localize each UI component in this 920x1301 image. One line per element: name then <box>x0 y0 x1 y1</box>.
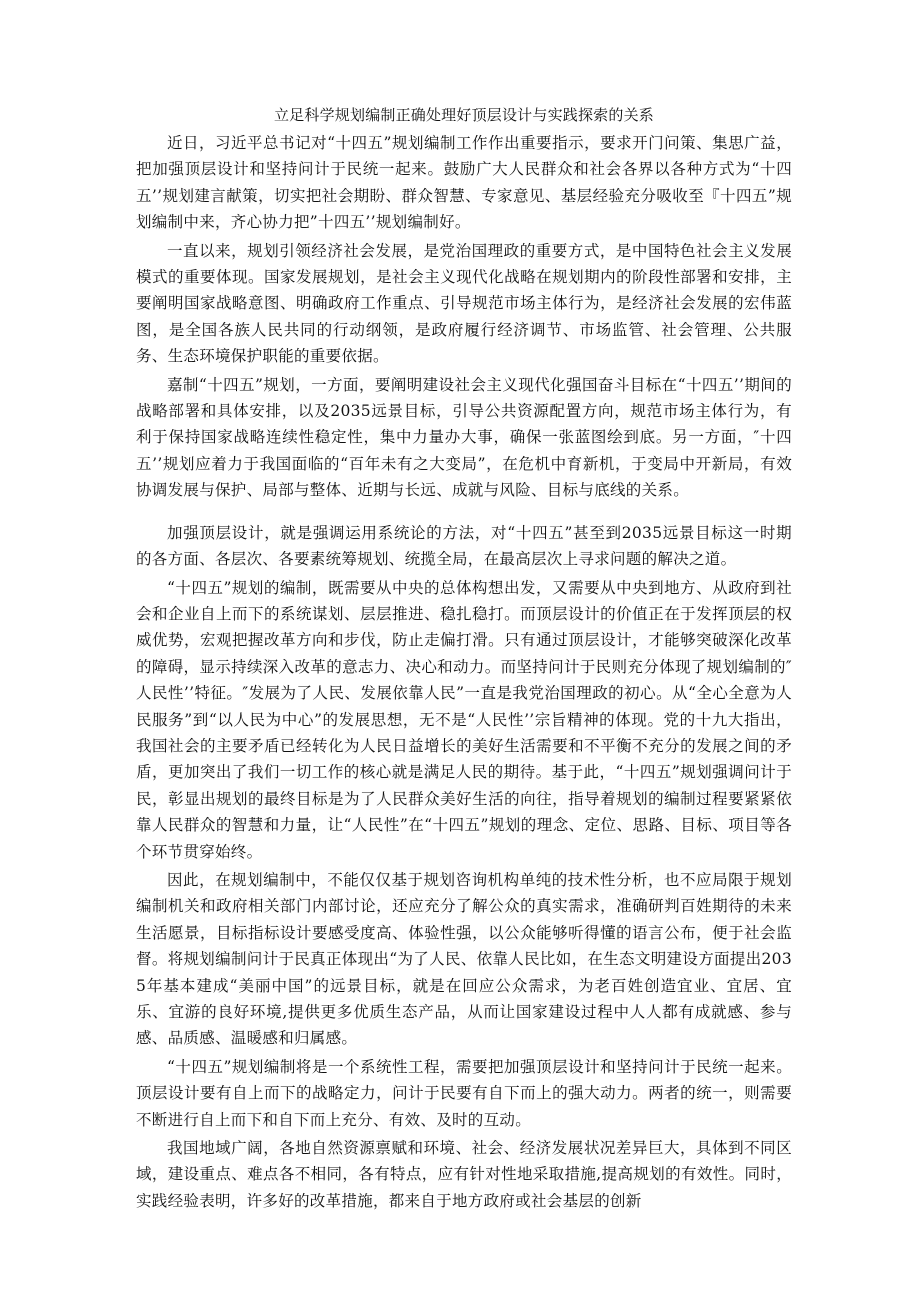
paragraph-1: 近日，习近平总书记对“十四五”规划编制工作作出重要指示，要求开门问策、集思广益，把加强顶层设计和坚持问计于民统一起来。鼓励广大人民群众和社会各界以各种方式为“十四五’’规划建言献策，切实把社会期盼、群众智慧、专家意见、基层经验充分吸收至『十四五”规划编制中来，齐心协力把”十四五’’规划编制好。 <box>136 134 792 232</box>
paragraph-4: 加强顶层设计，就是强调运用系统论的方法，对“十四五”甚至到2035远景目标这一时期的各方面、各层次、各要素统筹规划、统揽全局，在最高层次上寻求问题的解决之道。 <box>136 523 792 569</box>
paragraph-6: 因此，在规划编制中，不能仅仅基于规划咨询机构单纯的技术性分析，也不应局限于规划编制机关和政府相关部门内部讨论，还应充分了解公众的真实需求，准确研判百姓期待的未来生活愿景，目标指标设计要感受度高、体验性强，以公众能够听得懂的语言公布，便于社会监督。将规划编制问计于民真正体现出“为了人民、依靠人民比如，在生态文明建设方面提出2035年基本建成“美丽中国”的远景目标，就是在回应公众需求，为老百姓创造宜业、宜居、宜乐、宜游的良好环境,提供更多优质生态产品，从而让国家建设过程中人人都有成就感、参与感、品质感、温暖感和归属感。 <box>136 870 792 1048</box>
paragraph-3: 嘉制“十四五”规划，一方面，要阐明建设社会主义现代化强国奋斗目标在“十四五’’期间的战略部署和具体安排，以及2035远景目标，引导公共资源配置方向，规范市场主体行为，有利于保持国家战略连续性稳定性，集中力量办大事，确保一张蓝图绘到底。另一方面，″十四五’’规划应着力于我国面临的“百年未有之大变局”，在危机中育新机，于变局中开新局，有效协调发展与保护、局部与整体、近期与长远、成就与风险、目标与底线的关系。 <box>136 375 792 500</box>
paragraph-5: “十四五”规划的编制，既需要从中央的总体构想出发，又需要从中央到地方、从政府到社会和企业自上而下的系统谋划、层层推进、稳扎稳打。而顶层设计的价值正在于发挥顶层的权威优势，宏观把握改革方向和步伐，防止走偏打滑。只有通过顶层设计，才能够突破深化改革的障碍，显示持续深入改革的意志力、决心和动力。而坚持问计于民则充分体现了规划编制的″人民性’’特征。″发展为了人民、发展依靠人民”一直是我党治国理政的初心。从“全心全意为人民服务”到“以人民为中心”的发展思想，无不是“人民性’’宗旨精神的体现。党的十九大指出，我国社会的主要矛盾已经转化为人民日益增长的美好生活需要和不平衡不充分的发展之间的矛盾，更加突出了我们一切工作的核心就是满足人民的期待。基于此，“十四五”规划强调问计于民，彰显出规划的最终目标是为了人民群众美好生活的向往，指导着规划的编制过程要紧紧依靠人民群众的智慧和力量，让“人民性”在“十四五”规划的理念、定位、思路、目标、项目等各个环节贯穿始终。 <box>136 578 792 861</box>
document-title: 立足科学规划编制正确处理好顶层设计与实践探索的关系 <box>273 106 654 124</box>
paragraph-7: “十四五”规划编制将是一个系统性工程，需要把加强顶层设计和坚持问计于民统一起来。顶层设计要有自上而下的战略定力，问计于民要有自下而上的强大动力。两者的统一，则需要不断进行自上而下和自下而上充分、有效、及时的互动。 <box>136 1057 792 1129</box>
document-page <box>136 104 792 1216</box>
paragraph-8: 我国地域广阔，各地自然资源禀赋和环境、社会、经济发展状况差异巨大，具体到不同区域，建设重点、难点各不相同，各有特点，应有针对性地采取措施,提高规划的有效性。同时，实践经验表明，许多好的改革措施，都来自于地方政府或社会基层的创新 <box>136 1139 792 1210</box>
paragraph-2: 一直以来，规划引领经济社会发展，是党治国理政的重要方式，是中国特色社会主义发展模式的重要体现。国家发展规划，是社会主义现代化战略在规划期内的阶段性部署和安排，主要阐明国家战略意图、明确政府工作重点、引导规范市场主体行为，是经济社会发展的宏伟蓝图，是全国各族人民共同的行动纲领，是政府履行经济调节、市场监管、社会管理、公共服务、生态环境保护职能的重要依据。 <box>136 241 792 366</box>
